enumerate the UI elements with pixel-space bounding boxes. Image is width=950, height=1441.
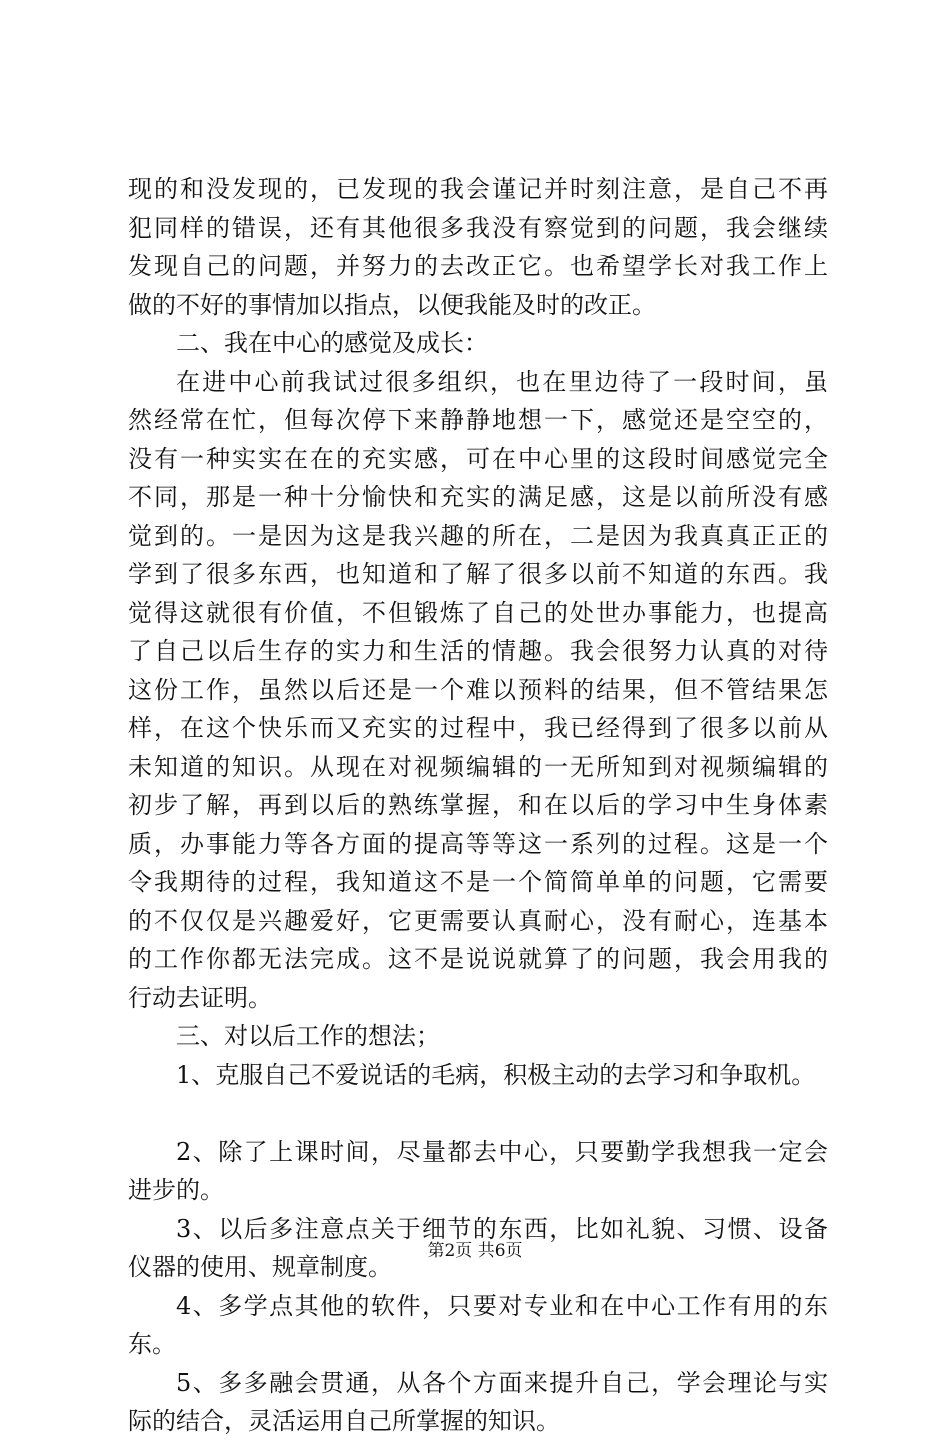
body-line-15: 样，在这个快乐而又充实的过程中，我已经得到了很多以前从: [128, 714, 828, 742]
body-line-19: 令我期待的过程，我知道这不是一个简简单单的问题，它需要: [128, 868, 828, 896]
body-line-13: 了自己以后生存的实力和生活的情趣。我会很努力认真的对待: [128, 637, 828, 665]
list-item-5-cont: 际的结合，灵活运用自己所掌握的知识。: [128, 1407, 560, 1435]
body-line-21: 的工作你都无法完成。这不是说说就算了的问题，我会用我的: [128, 945, 828, 973]
body-line-8: 没有一种实实在在的充实感，可在中心里的这段时间感觉完全: [128, 444, 828, 473]
body-line-14: 这份工作，虽然以后还是一个难以预料的结果，但不管结果怎: [128, 675, 828, 704]
page-footer: 第2页 共6页: [427, 1241, 523, 1261]
body-line-20: 的不仅仅是兴趣爱好，它更需要认真耐心，没有耐心，连基本: [128, 906, 828, 935]
list-item-3: 3、以后多注意点关于细节的东西，比如礼貌、习惯、设备: [176, 1214, 828, 1243]
body-line-9: 不同，那是一种十分愉快和充实的满足感，这是以前所没有感: [128, 483, 828, 511]
body-line-16: 未知道的知识。从现在对视频编辑的一无所知到对视频编辑的: [128, 752, 828, 781]
body-line-17: 初步了解，再到以后的熟练掌握，和在以后的学习中生身体素: [128, 791, 828, 819]
list-item-2-cont: 进步的。: [128, 1176, 224, 1204]
paragraph-gap: [128, 1094, 828, 1133]
body-line-1: 现的和没发现的，已发现的我会谨记并时刻注意，是自己不再: [128, 175, 828, 203]
list-item-5: 5、多多融会贯通，从各个方面来提升自己，学会理论与实: [176, 1368, 828, 1397]
body-line-18: 质，办事能力等各方面的提高等等这一系列的过程。这是一个: [128, 829, 828, 858]
list-item-4-cont: 东。: [128, 1330, 176, 1358]
body-line-7: 然经常在忙，但每次停下来静静地想一下，感觉还是空空的，: [128, 406, 828, 434]
section-heading-3: 三、对以后工作的想法；: [176, 1022, 440, 1050]
body-line-10: 觉到的。一是因为这是我兴趣的所在，二是因为我真真正正的: [128, 521, 828, 550]
body-line-2: 犯同样的错误，还有其他很多我没有察觉到的问题，我会继续: [128, 213, 828, 242]
list-item-4: 4、多学点其他的软件，只要对专业和在中心工作有用的东: [176, 1291, 828, 1320]
body-line-11: 学到了很多东西，也知道和了解了很多以前不知道的东西。我: [128, 560, 828, 588]
section-heading-2: 二、我在中心的感觉及成长：: [176, 329, 488, 357]
body-line-22: 行动去证明。: [128, 983, 272, 1012]
list-item-1: 1、克服自己不爱说话的毛病，积极主动的去学习和争取机。: [176, 1060, 816, 1089]
list-item-3-cont: 仪器的使用、规章制度。: [128, 1253, 392, 1281]
body-line-12: 觉得这就很有价值，不但锻炼了自己的处世办事能力，也提高: [128, 598, 828, 627]
list-item-2: 2、除了上课时间，尽量都去中心，只要勤学我想我一定会: [176, 1137, 828, 1166]
body-line-3: 发现自己的问题，并努力的去改正它。也希望学长对我工作上: [128, 252, 828, 280]
body-line-4: 做的不好的事情加以指点，以便我能及时的改正。: [128, 290, 656, 319]
body-line-6: 在进中心前我试过很多组织，也在里边待了一段时间，虽: [176, 367, 828, 396]
